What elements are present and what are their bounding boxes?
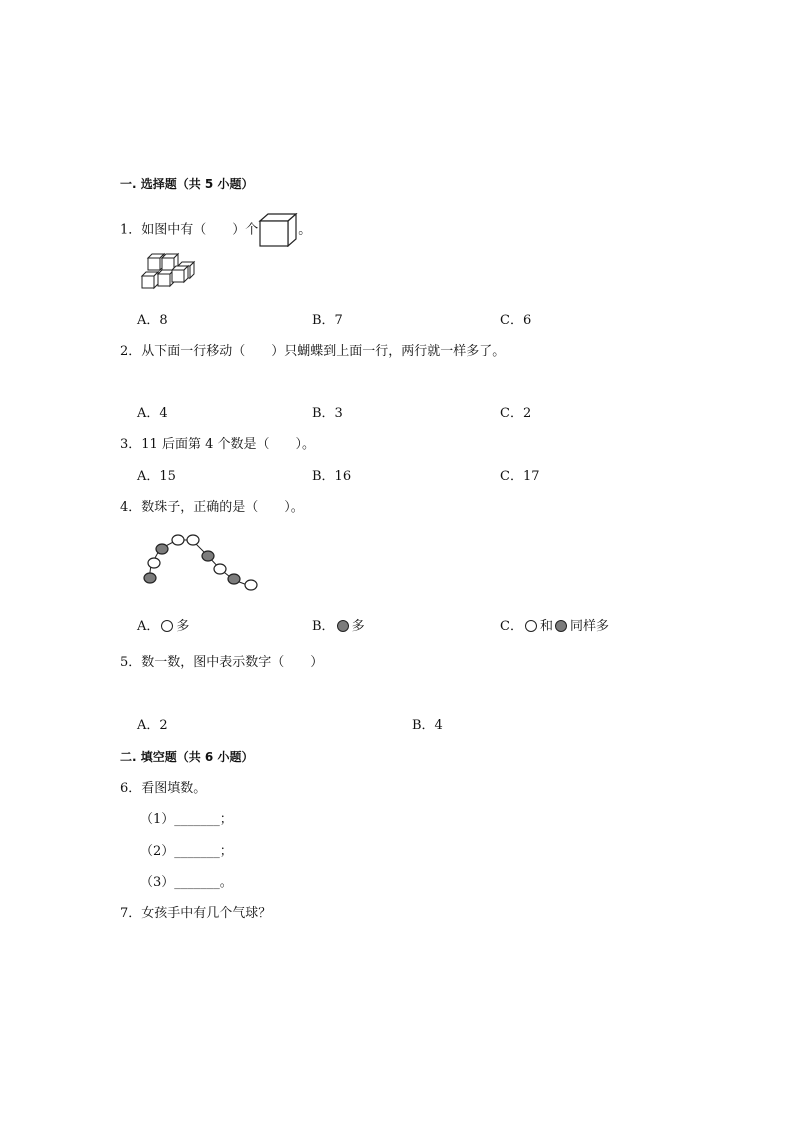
section-title-fill: 二. 填空题（共 6 小题） bbox=[120, 750, 254, 764]
white-bead bbox=[187, 535, 199, 545]
question-7-text: 7．女孩手中有几个气球？ bbox=[120, 906, 272, 921]
q2-option-c[interactable]: C．2 bbox=[500, 406, 532, 421]
stacked-cubes-figure bbox=[138, 250, 196, 294]
q2-option-b[interactable]: B．3 bbox=[312, 406, 343, 421]
q4-option-c-letter: C． bbox=[500, 619, 523, 634]
q6-blank-3[interactable]: （3）_______。 bbox=[140, 875, 233, 890]
gray-bead bbox=[202, 551, 214, 561]
white-bead bbox=[148, 558, 160, 568]
gray-bead bbox=[144, 573, 156, 583]
q3-option-a[interactable]: A．15 bbox=[137, 469, 176, 484]
gray-bead bbox=[228, 574, 240, 584]
question-4-text: 4．数珠子，正确的是（ ）。 bbox=[120, 500, 304, 515]
q4-option-a-text: 多 bbox=[176, 619, 190, 634]
question-1-text: 1．如图中有（ ）个 bbox=[120, 222, 259, 238]
q4-option-c-and: 和 bbox=[539, 619, 553, 634]
white-bead-icon bbox=[525, 620, 537, 632]
cube-icon bbox=[258, 213, 298, 247]
q2-option-a[interactable]: A．4 bbox=[137, 406, 168, 421]
gray-bead bbox=[156, 544, 168, 554]
gray-bead-icon bbox=[337, 620, 349, 632]
question-2-text: 2．从下面一行移动（ ）只蝴蝶到上面一行，两行就一样多了。 bbox=[120, 344, 506, 359]
q1-option-c[interactable]: C．6 bbox=[500, 313, 532, 328]
q6-blank-1[interactable]: （1）_______； bbox=[140, 812, 233, 827]
question-6-text: 6．看图填数。 bbox=[120, 781, 207, 796]
q4-option-b-text: 多 bbox=[351, 619, 365, 634]
gray-bead-icon bbox=[555, 620, 567, 632]
white-bead bbox=[214, 564, 226, 574]
q1-option-a[interactable]: A．8 bbox=[137, 313, 168, 328]
q6-blank-2[interactable]: （2）_______； bbox=[140, 844, 233, 859]
q4-option-c-text: 同样多 bbox=[569, 619, 609, 634]
white-bead bbox=[172, 535, 184, 545]
q4-option-a[interactable] bbox=[137, 619, 189, 635]
white-bead-icon bbox=[161, 620, 173, 632]
section-title-choice: 一. 选择题（共 5 小题） bbox=[120, 177, 254, 191]
q4-option-c[interactable] bbox=[500, 619, 609, 635]
q4-option-b-letter: B． bbox=[312, 619, 335, 634]
question-1-end: 。 bbox=[298, 222, 312, 238]
question-3-text: 3．11 后面第 4 个数是（ ）。 bbox=[120, 437, 315, 452]
white-bead bbox=[245, 580, 257, 590]
q5-option-a[interactable]: A．2 bbox=[137, 718, 168, 733]
beads-figure bbox=[136, 530, 264, 596]
q4-option-b[interactable] bbox=[312, 619, 365, 635]
q3-option-b[interactable]: B．16 bbox=[312, 469, 352, 484]
question-1 bbox=[120, 213, 311, 247]
q1-option-b[interactable]: B．7 bbox=[312, 313, 343, 328]
q5-option-b[interactable]: B．4 bbox=[412, 718, 443, 733]
q4-option-a-letter: A． bbox=[137, 619, 160, 634]
question-5-text: 5．数一数，图中表示数字（ ） bbox=[120, 655, 324, 670]
q3-option-c[interactable]: C．17 bbox=[500, 469, 540, 484]
